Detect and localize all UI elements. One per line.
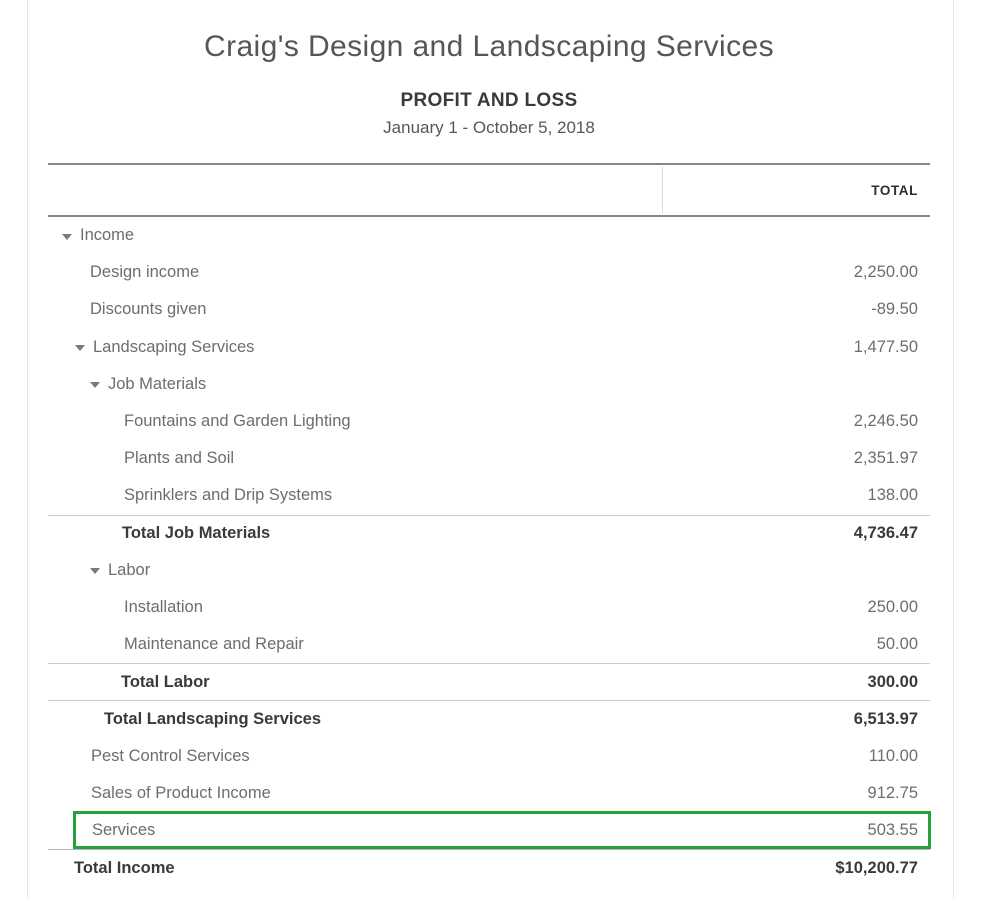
row-label-text: Plants and Soil xyxy=(124,449,235,468)
panel-left-border xyxy=(27,0,28,898)
total-column-header: TOTAL xyxy=(871,182,918,198)
table-row[interactable] xyxy=(48,738,930,775)
report-period: January 1 - October 5, 2018 xyxy=(383,118,595,137)
row-value[interactable]: $10,200.77 xyxy=(835,858,918,877)
table-row[interactable] xyxy=(48,477,930,514)
row-label-text: Services xyxy=(92,821,156,840)
row-label xyxy=(48,710,321,729)
row-value[interactable]: 1,477.50 xyxy=(853,337,918,356)
row-label xyxy=(48,747,250,766)
panel-right-border xyxy=(953,0,954,898)
row-label-text: Fountains and Garden Lighting xyxy=(124,412,351,431)
table-row[interactable] xyxy=(48,626,930,663)
table-row[interactable] xyxy=(48,775,930,812)
row-value[interactable]: 2,250.00 xyxy=(853,263,918,282)
table-row[interactable] xyxy=(48,403,930,440)
row-label-text: Installation xyxy=(124,597,203,616)
row-label-text: Sprinklers and Drip Systems xyxy=(124,486,333,505)
row-value[interactable]: -89.50 xyxy=(871,300,918,319)
row-value[interactable]: 4,736.47 xyxy=(853,524,918,543)
row-value[interactable]: 110.00 xyxy=(868,746,918,765)
row-value[interactable]: 2,246.50 xyxy=(853,412,918,431)
column-divider xyxy=(662,167,663,213)
row-label xyxy=(48,859,175,878)
row-label-text: Total Job Materials xyxy=(122,524,271,543)
row-label-text: Labor xyxy=(108,560,151,579)
row-label-text: Design income xyxy=(90,263,200,282)
table-row[interactable] xyxy=(48,812,930,849)
row-value[interactable]: 300.00 xyxy=(867,672,918,691)
table-row[interactable] xyxy=(48,849,930,886)
row-label xyxy=(48,673,210,692)
row-value[interactable]: 6,513.97 xyxy=(853,710,918,729)
table-row[interactable] xyxy=(48,254,930,291)
triangle-down-icon[interactable] xyxy=(90,568,100,574)
table-row[interactable] xyxy=(48,700,930,737)
row-label xyxy=(48,524,270,543)
row-label xyxy=(48,375,206,394)
row-label xyxy=(48,784,271,803)
row-label xyxy=(48,821,155,840)
row-label-text: Job Materials xyxy=(108,374,207,393)
row-label xyxy=(48,598,203,617)
row-value[interactable]: 2,351.97 xyxy=(853,449,918,468)
row-label-text: Total Income xyxy=(74,858,175,877)
table-header xyxy=(48,163,930,217)
row-label-text: Total Labor xyxy=(121,672,210,691)
row-value[interactable]: 50.00 xyxy=(876,635,918,654)
row-label-text: Sales of Product Income xyxy=(91,783,271,802)
table-row[interactable] xyxy=(48,515,930,552)
row-label-text: Income xyxy=(80,226,135,245)
row-label-text: Pest Control Services xyxy=(91,746,250,765)
row-label-text: Landscaping Services xyxy=(93,337,255,356)
table-row[interactable] xyxy=(48,329,930,366)
report-table-body xyxy=(48,217,930,886)
row-label xyxy=(48,300,206,319)
table-row[interactable] xyxy=(48,589,930,626)
highlight-box xyxy=(73,811,931,849)
table-row[interactable] xyxy=(48,440,930,477)
table-row[interactable] xyxy=(48,291,930,328)
row-label-text: Discounts given xyxy=(90,300,207,319)
triangle-down-icon[interactable] xyxy=(62,234,72,240)
row-label xyxy=(48,263,199,282)
row-label xyxy=(48,635,304,654)
row-label xyxy=(48,338,254,357)
row-value[interactable]: 503.55 xyxy=(867,821,918,840)
triangle-down-icon[interactable] xyxy=(75,345,85,351)
row-value[interactable]: 912.75 xyxy=(867,783,918,802)
row-label xyxy=(48,486,332,505)
row-label xyxy=(48,412,351,431)
report-title: PROFIT AND LOSS xyxy=(400,90,578,111)
row-label xyxy=(48,449,234,468)
row-label-text: Maintenance and Repair xyxy=(124,635,304,654)
table-row[interactable] xyxy=(48,663,930,700)
row-value[interactable]: 138.00 xyxy=(867,486,918,505)
table-row[interactable] xyxy=(48,552,930,589)
triangle-down-icon[interactable] xyxy=(90,382,100,388)
table-row[interactable] xyxy=(48,366,930,403)
table-row[interactable] xyxy=(48,217,930,254)
row-label-text: Total Landscaping Services xyxy=(104,710,322,729)
row-label xyxy=(48,561,150,580)
row-label xyxy=(48,226,134,245)
company-name: Craig's Design and Landscaping Services xyxy=(204,30,774,63)
report-page xyxy=(48,0,930,898)
row-value[interactable]: 250.00 xyxy=(867,597,918,616)
